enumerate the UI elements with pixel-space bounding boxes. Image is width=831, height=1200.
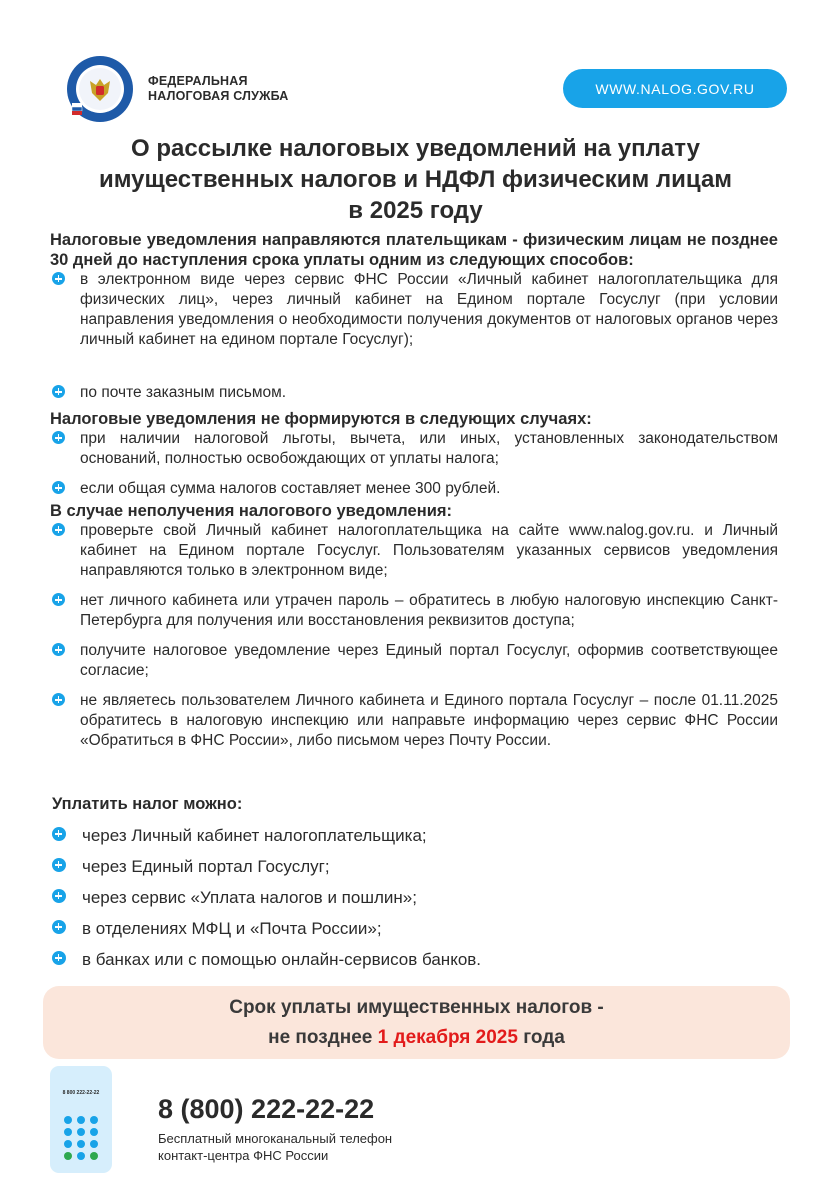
deadline-suffix: года [517,1027,565,1048]
contact-phone-link[interactable]: 8 (800) 222-22-22 [158,1094,375,1124]
list-item-text: при наличии налоговой льготы, вычета, или иных, установленных законодательством оснований, полностью освобождающих от уплаты налога; [80,430,778,467]
title-line2: имущественных налогов и НДФЛ физическим лицам [98,166,733,193]
org-name [148,74,289,104]
list-item [50,826,778,857]
plus-bullet-icon [52,481,65,494]
keypad-dot-icon [64,1140,72,1148]
section-heading-not-received: В случае неполучения налогового уведомления: [50,502,452,520]
keypad-dot-icon [77,1116,85,1124]
plus-bullet-icon [52,272,65,285]
deadline-line2 [43,1026,790,1050]
plus-bullet-icon [52,827,66,841]
list-item-text: нет личного кабинета или утрачен пароль – обратитесь в любую налоговую инспекцию Санкт-Петербурга для получения или восстановления реквизитов доступа; [80,592,778,629]
contact-description [158,1130,392,1164]
list-item [50,429,778,479]
payment-methods-list [50,826,778,981]
list-item-text: через сервис «Уплата налогов и пошлин»; [82,888,417,907]
contact-desc-line1: Бесплатный многоканальный телефон [158,1131,393,1146]
list-item [50,270,778,383]
plus-bullet-icon [52,593,65,606]
plus-bullet-icon [52,920,66,934]
list-item [50,521,778,591]
list-item [50,591,778,641]
list-item-text: через Единый портал Госуслуг; [82,857,330,876]
plus-bullet-icon [52,431,65,444]
list-item-text: в электронном виде через сервис ФНС России «Личный кабинет налогоплательщика для физических лиц», через личный кабинет на Едином портале Госуслуг (при условии направления уведомления о необходимости получения документов от налоговых органов через личный кабинет на едином портале Госуслуг); [80,271,778,348]
title-line3: в 2025 году [348,197,483,224]
plus-bullet-icon [52,385,65,398]
keypad-dot-icon [90,1152,98,1160]
page-title [40,133,791,226]
list-item [50,641,778,691]
site-link-button[interactable]: WWW.NALOG.GOV.RU [563,69,787,108]
page-header [0,0,831,130]
deadline-prefix: не позднее [268,1027,378,1048]
plus-bullet-icon [52,889,66,903]
list-item-text: в банках или с помощью онлайн-сервисов банков. [82,950,482,969]
intro-paragraph: Налоговые уведомления направляются плательщикам - физическим лицам не позднее 30 дней до наступления срока уплаты одним из следующих способов: [50,231,778,269]
keypad-dot-icon [64,1116,72,1124]
keypad-dot-icon [77,1128,85,1136]
list-item-text: получите налоговое уведомление через Единый портал Госуслуг, оформив соответствующее согласие; [80,642,778,679]
keypad-dot-icon [90,1116,98,1124]
list-item [50,383,778,410]
section-heading-not-formed: Налоговые уведомления не формируются в следующих случаях: [50,410,592,428]
keypad-dot-icon [64,1128,72,1136]
keypad-dot-icon [77,1140,85,1148]
not-formed-list [50,429,778,502]
keypad-dot-icon [64,1152,72,1160]
plus-bullet-icon [52,643,65,656]
title-line1: О рассылке налоговых уведомлений на уплату [131,135,700,162]
list-item [50,857,778,888]
list-item-text: проверьте свой Личный кабинет налогоплательщика на сайте www.nalog.gov.ru. и Личный кабинет на Едином портале Госуслуг. Пользователям указанных сервисов уведомления направляются только в электронном виде; [80,522,778,579]
list-item [50,919,778,950]
main-content [50,231,778,753]
plus-bullet-icon [52,693,65,706]
deadline-line1: Срок уплаты имущественных налогов - [229,997,604,1018]
list-item-text: по почте заказным письмом. [80,384,287,401]
keypad-dot-icon [77,1152,85,1160]
delivery-methods-list [50,270,778,410]
list-item [50,950,778,981]
phone-keypad-icon [50,1066,112,1173]
keypad-dot-icon [90,1140,98,1148]
fns-emblem-icon [66,55,134,123]
deadline-banner [43,986,790,1059]
org-name-line2: НАЛОГОВАЯ СЛУЖБА [148,89,289,103]
section-heading-payment: Уплатить налог можно: [52,795,243,813]
org-name-line1: ФЕДЕРАЛЬНАЯ [148,74,248,88]
list-item [50,691,778,753]
not-received-list [50,521,778,753]
list-item [50,479,778,502]
deadline-date: 1 декабря 2025 [377,1027,518,1048]
plus-bullet-icon [52,951,66,965]
phone-icon-number: 8 800 222-22-22 [62,1090,100,1096]
list-item [50,888,778,919]
list-item-text: если общая сумма налогов составляет менее 300 рублей. [80,480,501,497]
plus-bullet-icon [52,523,65,536]
list-item-text: через Личный кабинет налогоплательщика; [82,826,427,845]
keypad-dot-icon [90,1128,98,1136]
plus-bullet-icon [52,858,66,872]
list-item-text: не являетесь пользователем Личного кабинета и Единого портала Госуслуг – после 01.11.2025 обратитесь в налоговую инспекцию или направьте информацию через сервис ФНС России «Обратиться в ФНС России», либо письмом через Почту России. [80,692,778,749]
list-item-text: в отделениях МФЦ и «Почта России»; [82,919,382,938]
contact-desc-line2: контакт-центра ФНС России [158,1148,329,1163]
